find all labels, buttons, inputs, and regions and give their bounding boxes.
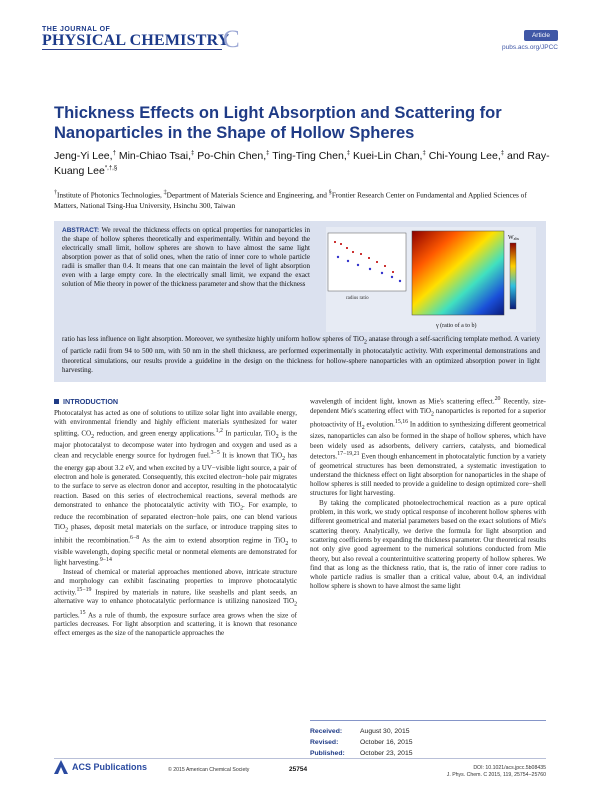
inset-point bbox=[369, 268, 371, 270]
inset-point bbox=[347, 260, 349, 262]
left-column bbox=[54, 409, 297, 639]
acs-logo-icon bbox=[54, 760, 68, 774]
publisher-name: ACS Publications bbox=[72, 762, 148, 772]
inset-point bbox=[368, 257, 370, 259]
toc-graphic bbox=[326, 227, 536, 332]
inset-point bbox=[381, 272, 383, 274]
abstract-part2: ratio has less influence on light absorption. Moreover, we synthesize highly uniform hollow spheres of TiO$_2$ anatase through a self-sacrificing template method. A variety of particle radii from 94 to 500 nm, with 50 nm in the shell thickness, are performed experimentally in photocatalytic activity. With experimental demonstrations and theoretical simulations, our results provide a guideline in the design on the thickness for hollow-sphere nanoparticles with an optimized absorption power in light harvesting. bbox=[62, 335, 541, 375]
abstract-label: ABSTRACT: bbox=[62, 227, 100, 234]
inset-axis-label: radius ratio bbox=[346, 296, 369, 301]
inset-point bbox=[337, 256, 339, 258]
page-number: 25754 bbox=[289, 766, 308, 773]
toc-figure-svg bbox=[326, 227, 536, 332]
inset-point bbox=[376, 261, 378, 263]
inset-point bbox=[399, 280, 401, 282]
publication-history bbox=[310, 720, 546, 760]
revised-row: Revised: October 16, 2015 bbox=[310, 738, 413, 746]
inset-plot-frame bbox=[328, 233, 406, 291]
journal-letter: C bbox=[223, 26, 240, 53]
inset-point bbox=[334, 241, 336, 243]
doi-citation bbox=[447, 765, 546, 780]
right-column bbox=[310, 396, 546, 592]
affiliations: †Institute of Photonics Technologies, ‡Department of Materials Science and Engineering, and §Frontier Research Center on Fundamental and Applied Sciences of Matters, National Tsing-Hua University, Hsinchu 300, Taiwan bbox=[54, 190, 527, 210]
colormap-axis-label: γ (ratio of a to b) bbox=[436, 323, 477, 329]
article-title: Thickness Effects on Light Absorption and Scattering for Nanoparticles in the Shape of Hollow Spheres bbox=[54, 104, 502, 142]
intro-paragraph-3: wavelength of incident light, known as Mie's scattering effect.$^{20}$ Recently, size-dependent Mie's scattering effect with TiO$_2$ nanoparticles is reported for a superior photoactivity of $H_2$ evolution.$^{15,16}$ In addition to synthesizing different geometrical sizes, nanoparticles can also be formed in the shape of hollow spheres, which have been widely used as adsorbents, delivery carriers, catalysts, and biomedical detectors.$^{17-19,21}$ Even though enhancement in photocatalytic function by a variety of geometrical structures has been demonstrated, a systematic investigation to understand the thickness effect on light absorption for nanoparticles in the shape of hollow spheres is still needed to provide a guideline to design optimized core−shell structures for light harvesting. bbox=[310, 396, 546, 498]
journal-url-link[interactable]: pubs.acs.org/JPCC bbox=[502, 44, 558, 51]
published-row: Published: October 23, 2015 bbox=[310, 749, 413, 757]
section-heading-text: INTRODUCTION bbox=[63, 397, 119, 406]
inset-point bbox=[352, 251, 354, 253]
journal-name-line1: THE JOURNAL OF bbox=[42, 26, 111, 33]
inset-point bbox=[340, 243, 342, 245]
author-list: Jeng-Yi Lee,† Min-Chiao Tsai,‡ Po-Chin Chen,‡ Ting-Ting Chen,‡ Kuei-Lin Chan,‡ Chi-Young Lee,‡ and Ray-Kuang Lee*,†,§ bbox=[54, 150, 550, 178]
received-row: Received: August 30, 2015 bbox=[310, 728, 410, 735]
article-type-badge: Article bbox=[524, 30, 558, 41]
inset-point bbox=[346, 247, 348, 249]
intro-paragraph-1: Photocatalyst has acted as one of solutions to utilize solar light into available energy, with environmental friendly and highly efficient materials synthesized for water splitting, $CO_2$ reduction, and green energy applications.$^{1,2}$ In particular, TiO$_2$ is the major photocatalyst to decompose water into hydrogen and oxygen and used as a clean and recyclable energy source for hydrogen fuel.$^{3-5}$ It is known that TiO$_2$ has the energy gap about 3.2 eV, and when excited by a UV−visible light source, a pair of electron and hole is generated. Consequently, this excited electron−hole pair migrates to the surface to serve as electron donor and acceptor, resulting in the photocatalytic reaction. Based on this series of electrochemical reactions, several methods are demonstrated to enhance the photocatalytic activity with TiO$_2$. For example, to reduce the recombination of separated electron−hole pairs, one can blend various TiO$_2$ phases, deposit metal materials on the surface, or introduce trapping sites to inhibit the recombination.$^{6-8}$ As the aim to extend absorption regime in TiO$_2$ to visible wavelength, doping specific metal or nonmetal elements are demonstrated for light harvesting.$^{9-14}$ bbox=[54, 409, 298, 567]
copyright: © 2015 American Chemical Society bbox=[168, 767, 250, 773]
colorbar bbox=[510, 243, 516, 309]
colorbar-label: Wabs bbox=[508, 235, 520, 241]
intro-paragraph-4: By taking the complicated photoelectrochemical reaction as a pure optical problem, in this work, we study optical response of incoherent hollow spheres with different geometrical and material parameters based on the exact solutions of Mie's scattering theory. Analytically, we derive the formula for light absorption and scattering coefficients by expanding the thickness parameter. Our theoretical results not only give good agreement to the numerical solutions conducted from Mie theory, but also reveal a counterintuitive scattering property of hollow spheres. We find that as long as the thickness ratio, that is, the ratio of inner core radius to whole particle radius is smaller than a critical value, about 0.4, an individual hollow sphere is shown to have almost the same light bbox=[310, 498, 546, 591]
section-marker-icon bbox=[54, 399, 59, 404]
abstract-part1 bbox=[62, 226, 310, 289]
section-heading bbox=[54, 397, 118, 406]
colormap-panel bbox=[412, 231, 504, 315]
abstract-text-1: We reveal the thickness effects on optical properties for nanoparticles in the shape of hollow spheres theoretically and experimentally. Within and beyond the electrically small limit, hollow spheres are shown to have almost the same light absorption power as that of solid ones, when the ratio of inner core to whole particle radii is smaller than 0.4. It means that one can maintain the level of light absorption even with a large empty core. In the electrically small limit, we expand the exact solution of Mie theory in power of the thickness parameter and show that the thickness bbox=[62, 226, 311, 289]
citation: J. Phys. Chem. C 2015, 119, 25754−25760 bbox=[446, 772, 546, 779]
journal-logo bbox=[42, 26, 252, 53]
inset-point bbox=[360, 253, 362, 255]
masthead-rule bbox=[42, 49, 222, 50]
intro-paragraph-2: Instead of chemical or material approaches mentioned above, intricate structure and morphology can exhibit fascinating properties to improve photocatalytic activity.$^{15-19}$ Inspired by materials in nature, like seashells and plant seeds, an alternative way to enhance photocatalytic performance is utilizing nanosized TiO$_2$ particles.$^{15}$ As a rule of thumb, the exposure surface area grows when the size of particles decreases. For light absorption and scattering, it is known that resonance effect emerges as the size of the nanoparticle approaches the bbox=[54, 568, 297, 638]
inset-point bbox=[392, 271, 394, 273]
inset-point bbox=[391, 276, 393, 278]
footer-rule bbox=[54, 758, 546, 759]
journal-name-line2: PHYSICAL CHEMISTRY bbox=[42, 32, 230, 49]
doi-link[interactable]: DOI: 10.1021/acs.jpcc.5b08435 bbox=[473, 765, 546, 771]
inset-point bbox=[384, 265, 386, 267]
inset-point bbox=[357, 264, 359, 266]
